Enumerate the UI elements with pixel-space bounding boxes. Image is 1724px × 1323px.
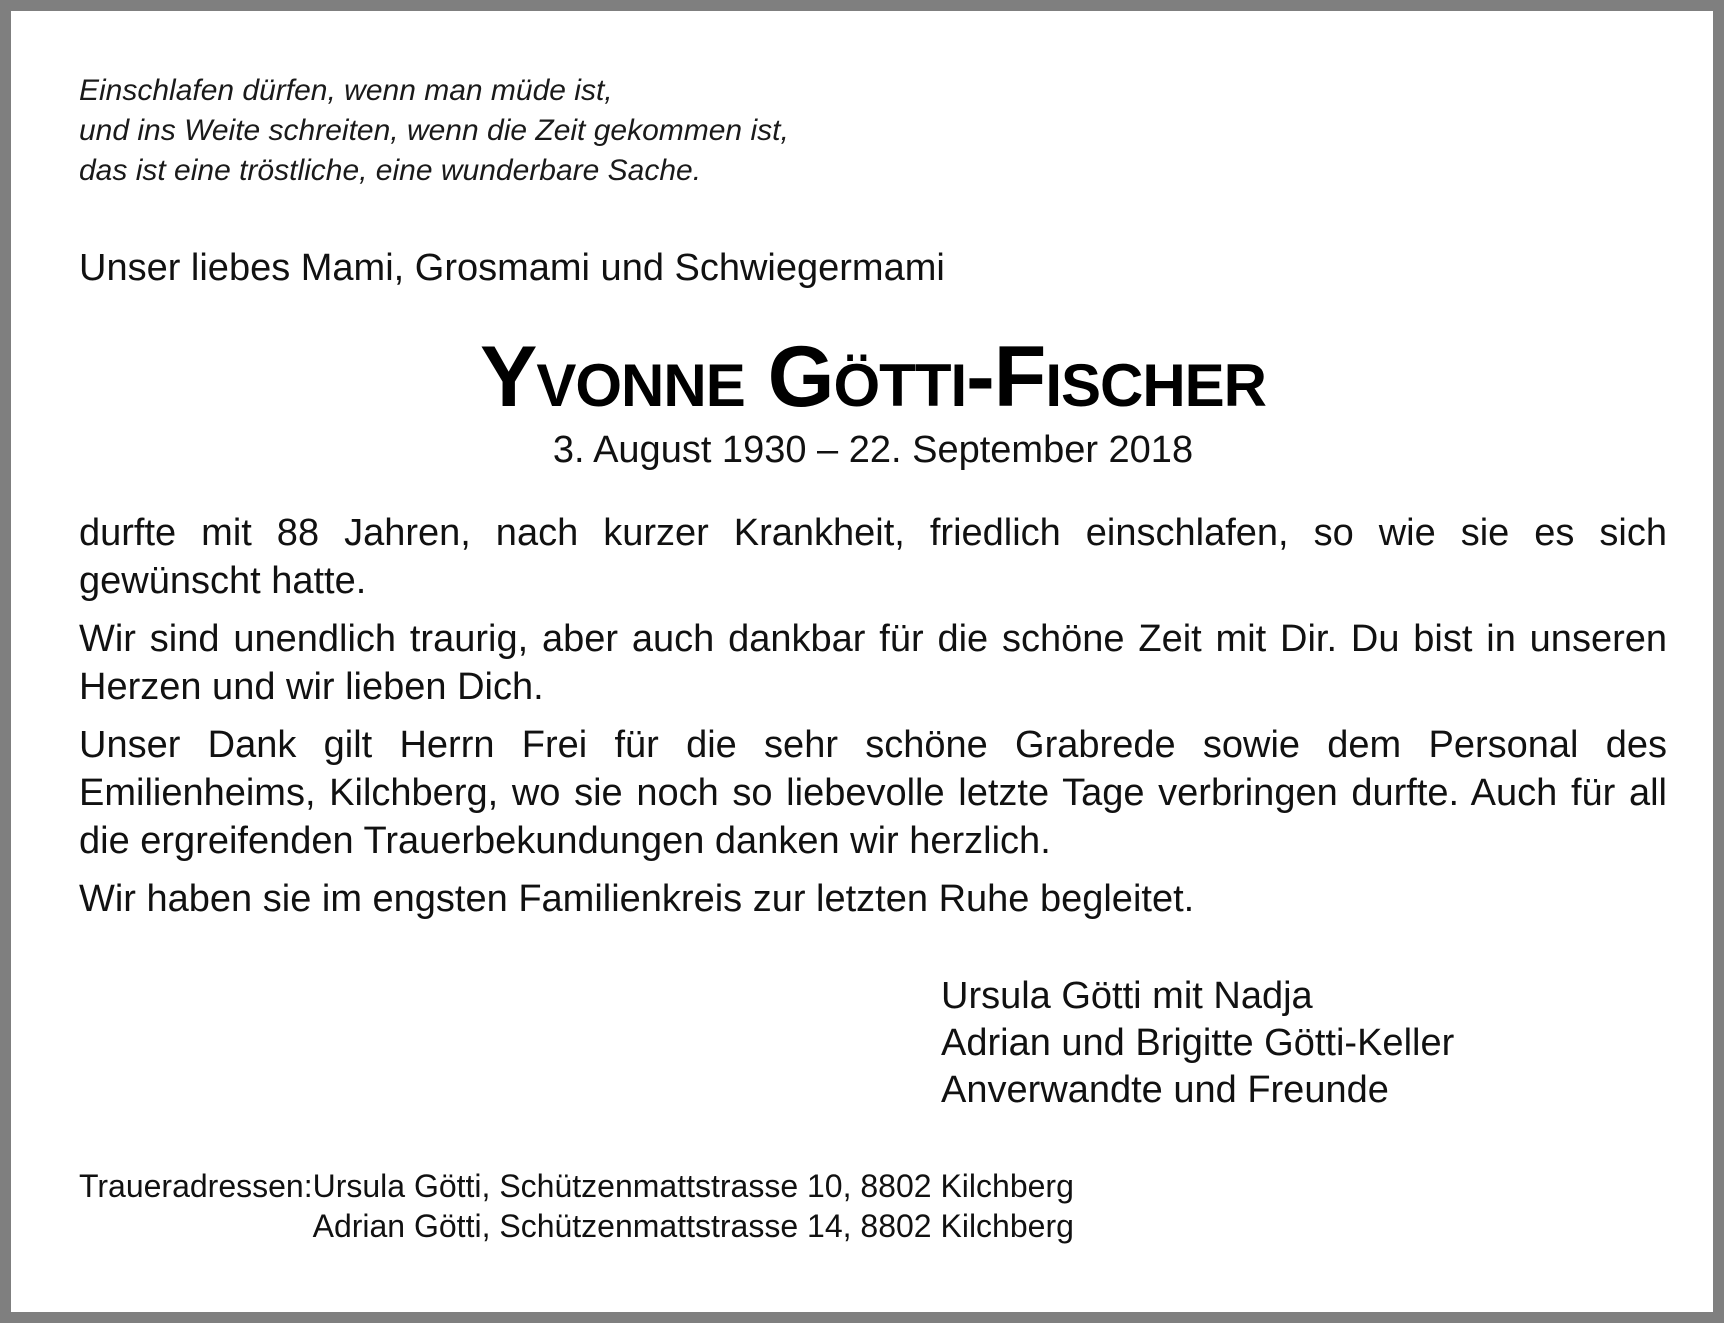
poem-quote — [79, 71, 1667, 191]
signer: Adrian und Brigitte Götti-Keller — [941, 1022, 1455, 1064]
deceased-name: Yvonne Götti-Fischer — [479, 329, 1267, 425]
body-paragraph: Wir haben sie im engsten Familienkreis zur letzten Ruhe begleitet. — [79, 878, 1195, 920]
poem-line: Einschlafen dürfen, wenn man müde ist, — [79, 74, 613, 107]
intro-line: Unser liebes Mami, Grosmami und Schwiegermami — [79, 247, 945, 289]
poem-line: und ins Weite schreiten, wenn die Zeit gekommen ist, — [79, 114, 789, 147]
address-line: Adrian Götti, Schützenmattstrasse 14, 8802 Kilchberg — [312, 1208, 1074, 1244]
body-paragraph: Wir sind unendlich traurig, aber auch dankbar für die schöne Zeit mit Dir. Du bist in unseren Herzen und wir lieben Dich. — [79, 618, 1667, 708]
poem-line: das ist eine tröstliche, eine wunderbare Sache. — [79, 154, 702, 187]
notice-content — [79, 71, 1667, 1246]
signer: Ursula Götti mit Nadja — [941, 975, 1313, 1017]
address-line: Ursula Götti, Schützenmattstrasse 10, 8802 Kilchberg — [312, 1168, 1074, 1204]
signer: Anverwandte und Freunde — [941, 1069, 1389, 1111]
signers-block — [941, 973, 1667, 1114]
addresses-list — [313, 1166, 1074, 1246]
addresses-label: Traueradressen: — [79, 1168, 313, 1204]
notice-body — [79, 509, 1667, 923]
body-paragraph: durfte mit 88 Jahren, nach kurzer Krankheit, friedlich einschlafen, so wie sie es sich gewünscht hatte. — [79, 512, 1667, 602]
life-dates: 3. August 1930 – 22. September 2018 — [552, 429, 1194, 471]
mourning-addresses — [79, 1166, 1667, 1246]
body-paragraph: Unser Dank gilt Herrn Frei für die sehr schöne Grabrede sowie dem Personal des Emilienheims, Kilchberg, wo sie noch so liebevolle letzte Tage verbringen durfte. Auch für all die ergreifenden Trauerbekundungen danken wir herzlich. — [79, 724, 1667, 862]
